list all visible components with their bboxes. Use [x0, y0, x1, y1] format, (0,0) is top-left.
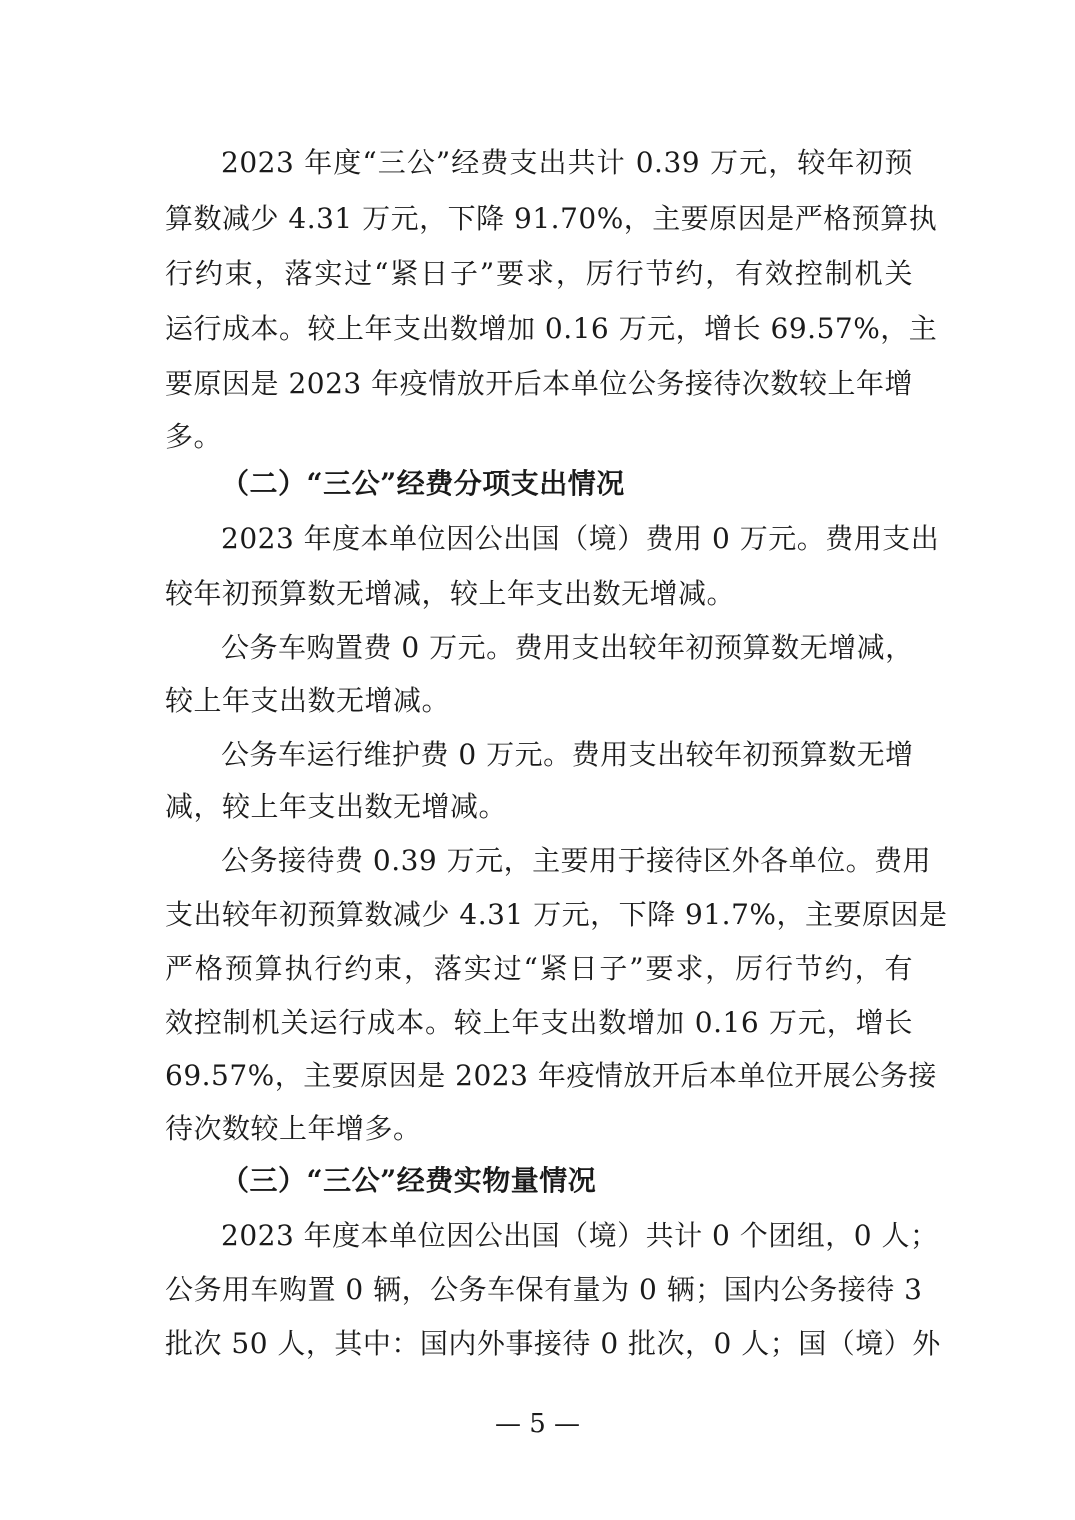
paragraph-3-line-2: 较年初预算数无增减，较上年支出数无增减。	[165, 577, 736, 610]
paragraph-8-line-2: 公务用车购置 0 辆，公务车保有量为 0 辆；国内公务接待 3	[165, 1273, 923, 1306]
paragraph-6-line-1: 公务接待费 0.39 万元，主要用于接待区外各单位。费用	[221, 844, 932, 877]
paragraph-1-line-2: 算数减少 4.31 万元，下降 91.70%，主要原因是严格预算执	[165, 202, 938, 235]
paragraph-1-line-1: 2023 年度“三公”经费支出共计 0.39 万元，较年初预	[221, 146, 913, 179]
paragraph-6-line-5: 69.57%，主要原因是 2023 年疫情放开后本单位开展公务接	[165, 1059, 937, 1092]
paragraph-5-line-2: 减，较上年支出数无增减。	[165, 790, 508, 823]
paragraph-4-line-2: 较上年支出数无增减。	[165, 684, 451, 717]
paragraph-5-line-1: 公务车运行维护费 0 万元。费用支出较年初预算数无增	[221, 738, 914, 771]
paragraph-8-line-3: 批次 50 人，其中：国内外事接待 0 批次，0 人；国（境）外	[165, 1327, 941, 1360]
paragraph-4-line-1: 公务车购置费 0 万元。费用支出较年初预算数无增减，	[221, 631, 914, 664]
paragraph-1-line-6: 多。	[165, 420, 223, 453]
paragraph-1-line-4: 运行成本。较上年支出数增加 0.16 万元，增长 69.57%，主	[165, 312, 938, 345]
paragraph-1-line-5: 要原因是 2023 年疫情放开后本单位公务接待次数较上年增	[165, 367, 913, 400]
section-heading-3: （三）“三公”经费实物量情况	[221, 1164, 597, 1197]
section-heading-2: （二）“三公”经费分项支出情况	[221, 467, 625, 500]
paragraph-1-line-3: 行约束，落实过“紧日子”要求，厉行节约，有效控制机关	[165, 257, 913, 290]
page-number: — 5 —	[494, 1409, 581, 1439]
paragraph-6-line-2: 支出较年初预算数减少 4.31 万元，下降 91.7%，主要原因是	[165, 898, 948, 931]
paragraph-6-line-3: 严格预算执行约束，落实过“紧日子”要求，厉行节约，有	[165, 952, 913, 985]
paragraph-6-line-4: 效控制机关运行成本。较上年支出数增加 0.16 万元，增长	[165, 1006, 913, 1039]
paragraph-6-line-6: 待次数较上年增多。	[165, 1112, 422, 1145]
paragraph-8-line-1: 2023 年度本单位因公出国（境）共计 0 个团组，0 人；	[221, 1219, 939, 1252]
paragraph-3-line-1: 2023 年度本单位因公出国（境）费用 0 万元。费用支出	[221, 522, 940, 555]
